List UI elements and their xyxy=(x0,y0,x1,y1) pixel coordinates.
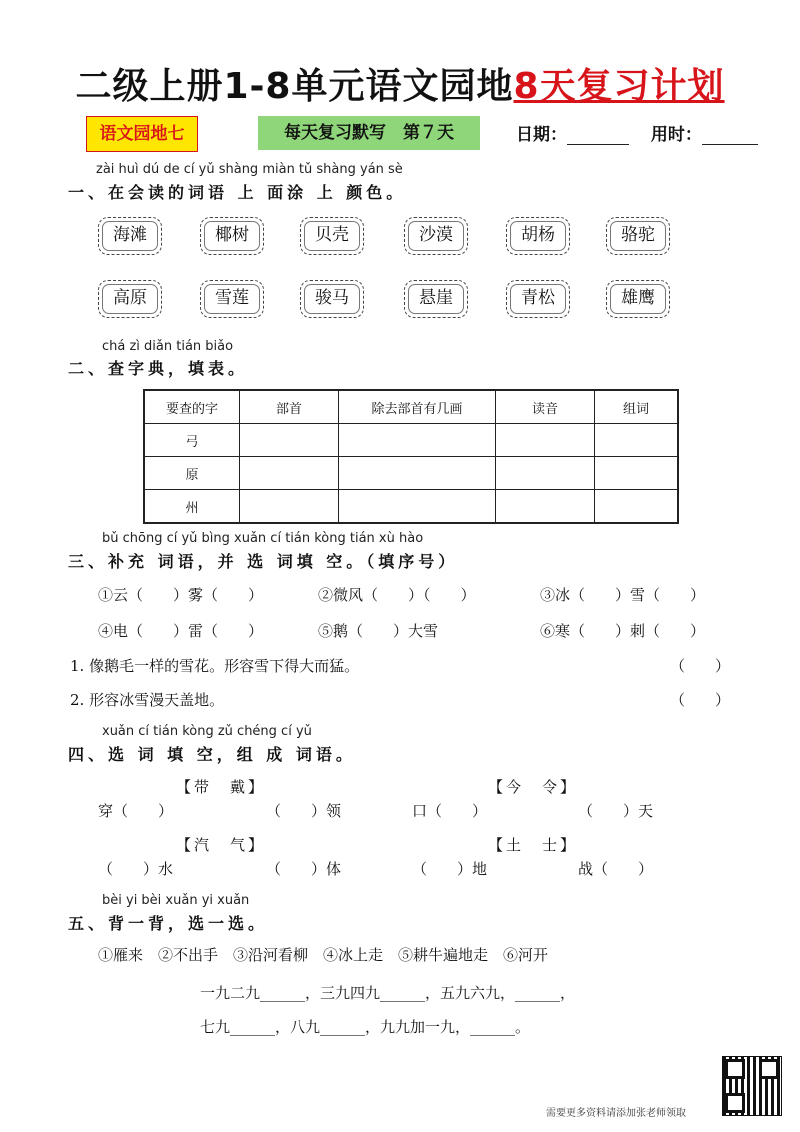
word-frame[interactable]: 高原 xyxy=(98,280,162,318)
word-frame[interactable]: 雪莲 xyxy=(200,280,264,318)
word-frame[interactable]: 骏马 xyxy=(300,280,364,318)
s3-pinyin: bǔ chōng cí yǔ bìng xuǎn cí tián kòng tián xù hào xyxy=(102,531,424,546)
word-frame[interactable]: 青松 xyxy=(506,280,570,318)
s3-heading: 三、补充 词语，并 选 词填 空。（填序号） xyxy=(68,552,459,571)
s4-pinyin: xuǎn cí tián kòng zǔ chéng cí yǔ xyxy=(102,724,312,739)
title-highlight: 8天复习计划 xyxy=(513,66,725,107)
table-header: 除去部首有几画 xyxy=(339,390,496,424)
word-group-3: 【汽 气】 xyxy=(176,836,267,854)
fill-item[interactable]: （ ）地 xyxy=(412,860,488,878)
fill-item[interactable]: （ ）领 xyxy=(266,802,342,820)
table-row xyxy=(144,490,678,524)
word-frame[interactable]: 骆驼 xyxy=(606,217,670,255)
word-group-4: 【土 士】 xyxy=(488,836,579,854)
s5-heading: 五、背一背，选一选。 xyxy=(68,914,269,933)
unit-tag: 语文园地七 xyxy=(86,116,198,152)
time-blank[interactable] xyxy=(702,124,758,145)
s2-heading: 二、查字典，填表。 xyxy=(68,359,249,378)
fill-item[interactable]: ④电（ ）雷（ ） xyxy=(98,622,264,640)
s4-heading: 四、选 词 填 空，组 成 词语。 xyxy=(68,745,356,764)
fill-item[interactable]: （ ）水 xyxy=(98,860,174,878)
s1-heading: 一、在会读的词语 上 面涂 上 颜色。 xyxy=(68,183,407,202)
fill-item[interactable]: （ ）体 xyxy=(266,860,342,878)
proverb-line-2[interactable]: 七九______，八九______，九九加一九，______。 xyxy=(200,1018,531,1036)
fill-item[interactable]: （ ）天 xyxy=(578,802,654,820)
fill-item[interactable]: 口（ ） xyxy=(412,802,488,820)
fill-item[interactable]: ②微风（ ）（ ） xyxy=(318,586,476,604)
table-char: 原 xyxy=(144,457,240,490)
table-row xyxy=(144,457,678,490)
time-label: 用时： xyxy=(650,125,702,145)
table-header-row xyxy=(144,390,678,424)
s5-pinyin: bèi yi bèi xuǎn yi xuǎn xyxy=(102,893,250,908)
proverb-options: ①雁来 ②不出手 ③沿河看柳 ④冰上走 ⑤耕牛遍地走 ⑥河开 xyxy=(98,946,549,964)
proverb-line-1[interactable]: 一九二九______，三九四九______，五九六九，______， xyxy=(200,984,576,1002)
footer-note: 需要更多资料请添加张老师领取 xyxy=(546,1108,686,1119)
word-frame[interactable]: 椰树 xyxy=(200,217,264,255)
fill-item[interactable]: ①云（ ）雾（ ） xyxy=(98,586,264,604)
s1-pinyin: zài huì dú de cí yǔ shàng miàn tǔ shàng yán sè xyxy=(96,162,403,177)
question-2: 2. 形容冰雪漫天盖地。 xyxy=(70,691,225,709)
table-header: 要查的字 xyxy=(144,390,240,424)
word-frame[interactable]: 悬崖 xyxy=(404,280,468,318)
date-label: 日期： xyxy=(516,125,567,145)
fill-item[interactable]: ③冰（ ）雪（ ） xyxy=(540,586,706,604)
word-group-2: 【今 令】 xyxy=(488,778,579,796)
table-row xyxy=(144,424,678,457)
fill-item[interactable]: 战（ ） xyxy=(578,860,654,878)
qr-code-icon xyxy=(722,1056,782,1116)
question-1: 1. 像鹅毛一样的雪花。形容雪下得大而猛。 xyxy=(70,657,360,675)
day-tag: 每天复习默写 第７天 xyxy=(258,116,480,150)
word-frame[interactable]: 沙漠 xyxy=(404,217,468,255)
date-blank[interactable] xyxy=(567,124,629,145)
table-header: 部首 xyxy=(240,390,339,424)
answer-blank-2[interactable]: （ ） xyxy=(670,691,731,709)
fill-item[interactable]: ⑥寒（ ）刺（ ） xyxy=(540,622,706,640)
s2-pinyin: chá zì diǎn tián biǎo xyxy=(102,339,234,354)
fill-item[interactable]: ⑤鹅（ ）大雪 xyxy=(318,622,439,640)
word-frame[interactable]: 贝壳 xyxy=(300,217,364,255)
table-header: 读音 xyxy=(496,390,595,424)
dictionary-table xyxy=(143,389,679,524)
answer-blank-1[interactable]: （ ） xyxy=(670,657,731,675)
table-char: 弓 xyxy=(144,424,240,457)
word-group-1: 【带 戴】 xyxy=(176,778,267,796)
fill-item[interactable]: 穿（ ） xyxy=(98,802,174,820)
word-frame[interactable]: 胡杨 xyxy=(506,217,570,255)
page-title: 二级上册1-8单元语文园地8天复习计划 xyxy=(75,66,725,107)
date-time-fields xyxy=(516,120,758,145)
word-frame[interactable]: 雄鹰 xyxy=(606,280,670,318)
word-frame[interactable]: 海滩 xyxy=(98,217,162,255)
table-char: 州 xyxy=(144,490,240,524)
table-header: 组词 xyxy=(595,390,679,424)
